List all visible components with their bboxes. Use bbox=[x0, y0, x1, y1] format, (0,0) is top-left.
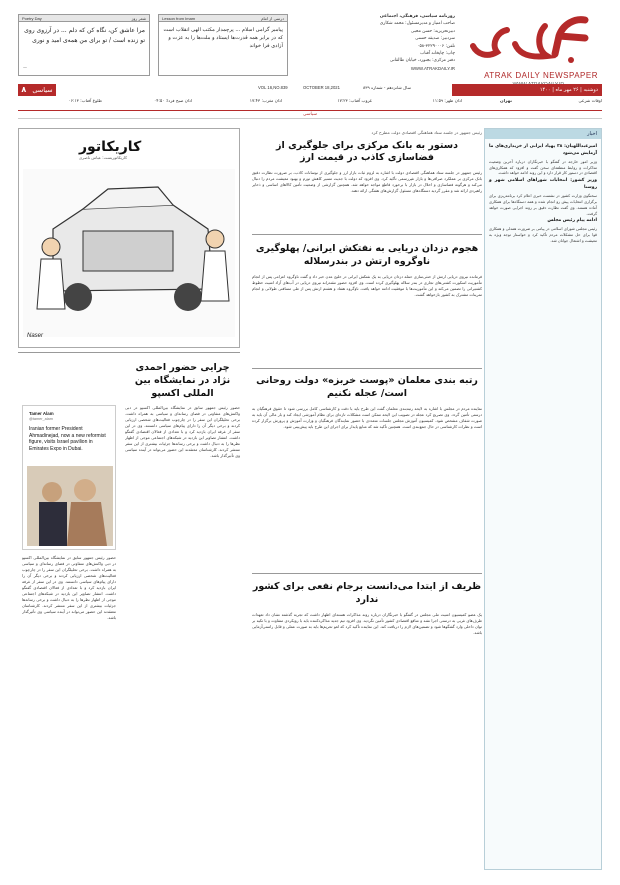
poetry-box bbox=[18, 14, 150, 76]
divider bbox=[252, 368, 482, 369]
page-number: ۸ bbox=[21, 85, 27, 94]
divider bbox=[252, 234, 482, 235]
article-expo-head bbox=[125, 360, 240, 406]
poetry-box-caption bbox=[19, 15, 149, 22]
article-expo-continued bbox=[22, 555, 116, 870]
article-body: یک عضو کمیسیون امنیت ملی مجلس در گفتگو با خبرنگاران درباره روند مذاکرات هسته‌ای اظهار داشت که تجربه گذشته نشان داد تعهدات طرف‌های غربی به درستی اجرا نشد و منافع اقتصادی کشور تأمین نگردید. وی افزود تیم جدید مذاکره‌کننده باید با رویکردی متفاوت و با تکیه بر توان داخلی وارد گفتگوها شود و تضمین‌های لازم را دریافت کند. این نماینده تأکید کرد که لغو تحریم‌ها باید به صورت عملی و قابل راستی‌آزمایی باشد. bbox=[252, 611, 482, 635]
info-line: تلفن: ۳۲۲۹۰۰۰۶-۰۵۸ bbox=[417, 43, 455, 49]
logo-english: ATRAK DAILY NEWSPAPER bbox=[484, 71, 598, 80]
tweet-embed[interactable] bbox=[22, 405, 116, 550]
article-body: رئیس جمهور در جلسه ستاد هماهنگی اقتصادی دولت با اشاره به لزوم ثبات بازار ارز و جلوگیری از نوسانات کاذب، بر ضرورت نظارت دقیق بانک مرکزی بر عملکرد صرافی‌ها و بازار غیررسمی تأکید کرد. وی افزود که دولت با جدیت مسیر کاهش تورم و بهبود معیشت مردم را دنبال می‌کند و هرگونه فضاسازی و اخلال در بازار با برخورد قاطع مواجه خواهد شد. همچنین گزارشی از وضعیت تأمین کالاهای اساسی و ذخایر راهبردی ارائه شد و مقرر گردید دستگاه‌های مسئول گزارش‌های هفتگی ارائه دهند. bbox=[252, 170, 482, 194]
section-strip: سیاسی bbox=[18, 110, 602, 119]
prayer-time: اذان مغرب: ۱۷:۴۳ bbox=[249, 98, 282, 103]
info-line: صاحب امتیاز و مدیرمسئول: محمد شکاری bbox=[379, 21, 455, 27]
news-list bbox=[485, 139, 601, 247]
news-text: سخنگوی وزارت کشور در نشست خبری اعلام کرد برنامه‌ریزی برای برگزاری انتخابات پیش رو انجام شده و همه دستگاه‌ها برای همکاری آماده هستند. وی گفت نظارت دقیق بر روند اجرایی صورت خواهد گرفت. bbox=[489, 192, 597, 216]
article-expo-body bbox=[125, 405, 240, 870]
newspaper-logo[interactable] bbox=[467, 14, 602, 84]
article-headline[interactable]: هجوم دزدان دریایی به نفتکش ایرانی/ پهلوگیری ناوگروه ارتش در بندرسلاله bbox=[255, 243, 479, 267]
tweet-text: Iranian former President Ahmadinejad, now a new reformist figure, visits Israel pavilion in Emirates Expo in Dubai. bbox=[29, 426, 106, 452]
info-line: سردبیر: صدیقه حسنی bbox=[415, 36, 455, 42]
poetry-caption-en: Poetry Day bbox=[22, 16, 42, 21]
article-headline[interactable]: ظریف از ابتدا می‌دانست برجام نفعی برای کشور ندارد bbox=[252, 581, 482, 605]
article-jcpoa bbox=[252, 578, 482, 870]
article-pirates bbox=[252, 240, 482, 365]
prayer-city: تهران bbox=[500, 98, 512, 103]
gregorian-date: OCTOBER 18,2021 bbox=[303, 85, 340, 90]
article-headline[interactable]: چرایی حضور احمدی نژاد در نمایشگاه بین المللی اکسپو bbox=[134, 362, 231, 399]
date-band bbox=[18, 84, 602, 96]
tweet-handle: @tamer_alam bbox=[29, 417, 53, 421]
poetry-signature: — bbox=[23, 65, 27, 71]
article-body: فرمانده نیروی دریایی ارتش از خنثی‌سازی حمله دزدان دریایی به یک نفتکش ایرانی در خلیج عدن خبر داد و گفت ناوگروه اعزامی پس از انجام مأموریت اسکورت کشتی‌های تجاری در بندر سلاله پهلوگیری کرده است. وی افزود حضور مقتدرانه نیروی دریایی در آب‌های آزاد امنیت خطوط کشتیرانی را تضمین می‌کند و این مأموریت‌ها با موفقیت ادامه خواهد یافت. ناوگروه هفتاد و هشتم ارتش پس از طی مسافتی طولانی و انجام تمرینات مشترک به کشور بازخواهد گشت. bbox=[252, 273, 482, 297]
article-headline[interactable]: رتبه بندی معلمان «پوست خربزه» دولت روحانی است/ عجله نکنیم bbox=[256, 375, 478, 399]
news-sidebar bbox=[484, 128, 602, 870]
news-sidebar-head: اخبار bbox=[485, 129, 601, 139]
article-lead: رئیس جمهور در جلسه ستاد هماهنگی اقتصادی دولت مطرح کرد bbox=[371, 130, 482, 135]
poetry-text: مرا عاشق کن، نگاه کن که دلم ... در آرزوی روی تو زنده است / تو برای من همه‌ی امید و نوری bbox=[24, 27, 145, 44]
article-body: حضور رئیس جمهور سابق در نمایشگاه بین‌المللی اکسپو در دبی واکنش‌های متفاوتی در فضای رسانه‌ای و سیاسی به همراه داشت. برخی تحلیلگران این سفر را در چارچوب فعالیت‌های شخصی ارزیابی کردند و برخی دیگر آن را دارای پیام‌های سیاسی دانستند. وی در این سفر از غرفه ایران بازدید کرد و با تعدادی از فعالان اقتصادی گفتگو داشت. انتشار تصاویر این بازدید در شبکه‌های اجتماعی موجی از اظهار نظرها را به دنبال داشت و برخی رسانه‌ها جزئیات بیشتری از این سفر منتشر کردند. کارشناسان معتقدند این حضور می‌تواند در آینده سیاسی وی تأثیرگذار باشد. bbox=[125, 405, 240, 459]
caricature-title: کاریکاتور bbox=[79, 139, 142, 155]
lesson-box-caption bbox=[159, 15, 287, 22]
info-line: WWW.ATRAKDAILY.IR bbox=[410, 65, 455, 71]
info-line: چاپ: چاپخانه آفتاب bbox=[420, 50, 455, 56]
prayer-time: غروب آفتاب: ۱۷:۲۳ bbox=[337, 98, 372, 103]
car-engine-cartoon-icon bbox=[23, 169, 235, 337]
tweet-author: Tamer Alam bbox=[29, 411, 54, 416]
article-currency bbox=[252, 130, 482, 230]
news-title[interactable]: امیرعبداللهیان: ۲۸ پهپاد ایرانی از خریداری‌های ما آزمایش می‌شود bbox=[489, 144, 597, 156]
persian-date: دوشنبه | ۲۶ مهر ماه | ۱۴۰۰ bbox=[452, 84, 602, 96]
article-body: نماینده مردم در مجلس با اشاره به لایحه رتبه‌بندی معلمان گفت این طرح باید با دقت و کارشناسی کامل بررسی شود تا حقوق فرهنگیان به درستی تأمین گردد. وی تصریح کرد عجله در تصویب این لایحه ممکن است مشکلات تازه‌ای برای نظام آموزشی ایجاد کند و بار مالی آن باید به صورت شفاف مشخص شود. کمیسیون آموزش مجلس جلسات متعددی با حضور نمایندگان فرهنگیان و وزارت آموزش و پرورش برگزار کرده است و نظرات کارشناسی در حال جمع‌بندی است. همچنین تأکید شد که منابع پایدار برای اجرای این طرح باید پیش‌بینی شود. bbox=[252, 405, 482, 429]
info-line: دفتر مرکزی: بجنورد، خیابان طالقانی bbox=[389, 58, 455, 64]
section-tag bbox=[18, 84, 56, 96]
caricature-box bbox=[18, 128, 240, 348]
news-title[interactable]: ادامه پیام رئیس مجلس bbox=[547, 218, 597, 224]
prayer-time: اذان صبح فردا: ۰۴:۵۰ bbox=[154, 98, 192, 103]
news-text: رئیس مجلس شورای اسلامی در پیامی بر ضرورت همدلی و همکاری قوا برای حل مشکلات مردم تأکید کرد و خواستار توجه ویژه به معیشت و اشتغال جوانان شد. bbox=[489, 226, 597, 244]
lesson-caption-fa: درسی از امام bbox=[261, 16, 284, 21]
volume-number: VOL 16,NO.839 bbox=[258, 85, 288, 90]
news-text: وزیر امور خارجه در گفتگو با خبرنگاران درباره آخرین وضعیت مذاکرات و روابط منطقه‌ای سخن گفت و افزود که همکاری‌های اقتصادی در دستور کار قرار دارد و این روند ادامه خواهد داشت. bbox=[489, 158, 597, 176]
prayer-time: طلوع آفتاب: ۰۶:۱۳ bbox=[68, 98, 102, 103]
lesson-caption-en: Lesson from Imam bbox=[162, 16, 196, 21]
info-line: دبیرتحریریه: حسن محبی bbox=[410, 28, 455, 34]
atrak-logo-icon bbox=[467, 14, 602, 66]
caricature-byline: کاریکاتوریست: عباس ناصری bbox=[79, 155, 127, 160]
section-name: سیاسی bbox=[32, 86, 53, 94]
article-teachers bbox=[252, 372, 482, 570]
divider bbox=[18, 352, 240, 353]
masthead-info bbox=[310, 14, 455, 73]
prayer-label: اوقات شرعی bbox=[578, 98, 602, 103]
poetry-caption-fa: شعر روز bbox=[131, 16, 146, 21]
lesson-text: پیامبر گرامی اسلام ... پرچمدار مکتب الهی انقلاب است که در برابر همه قدرت‌ها ایستاد و ملت‌ها را به عزت و آزادی فرا خواند bbox=[163, 27, 283, 50]
article-headline[interactable]: دستور به بانک مرکزی برای جلوگیری از فضاسازی کاذب در قیمت ارز bbox=[276, 139, 458, 164]
news-title[interactable]: وزیر کشور: انتخابات شوراهای اسلامی شهر و روستا bbox=[489, 178, 597, 191]
article-body: حضور رئیس جمهور سابق در نمایشگاه بین‌المللی اکسپو در دبی واکنش‌های متفاوتی در فضای رسانه‌ای و سیاسی به همراه داشت. برخی تحلیلگران این سفر را در چارچوب فعالیت‌های شخصی ارزیابی کردند و برخی دیگر آن را دارای پیام‌های سیاسی دانستند. وی در این سفر از غرفه ایران بازدید کرد و با تعدادی از فعالان اقتصادی گفتگو داشت. انتشار تصاویر این بازدید در شبکه‌های اجتماعی موجی از اظهار نظرها را به دنبال داشت و برخی رسانه‌ها جزئیات بیشتری از این سفر منتشر کردند. کارشناسان معتقدند این حضور می‌تواند در آینده سیاسی وی تأثیرگذار باشد. bbox=[22, 555, 116, 621]
header-boxes bbox=[18, 14, 288, 76]
divider bbox=[252, 573, 482, 574]
expo-photo-icon bbox=[27, 466, 113, 546]
info-line: روزنامه سیاسی، فرهنگی، اجتماعی bbox=[379, 14, 455, 19]
issue-number: سال شانزدهم - شماره ۸۳۹ bbox=[363, 85, 411, 90]
masthead bbox=[0, 0, 620, 112]
prayer-time: اذان ظهر: ۱۱:۵۹ bbox=[432, 98, 462, 103]
prayer-times bbox=[18, 98, 602, 106]
lesson-box bbox=[158, 14, 288, 76]
cartoonist-signature: Naser bbox=[27, 333, 44, 340]
